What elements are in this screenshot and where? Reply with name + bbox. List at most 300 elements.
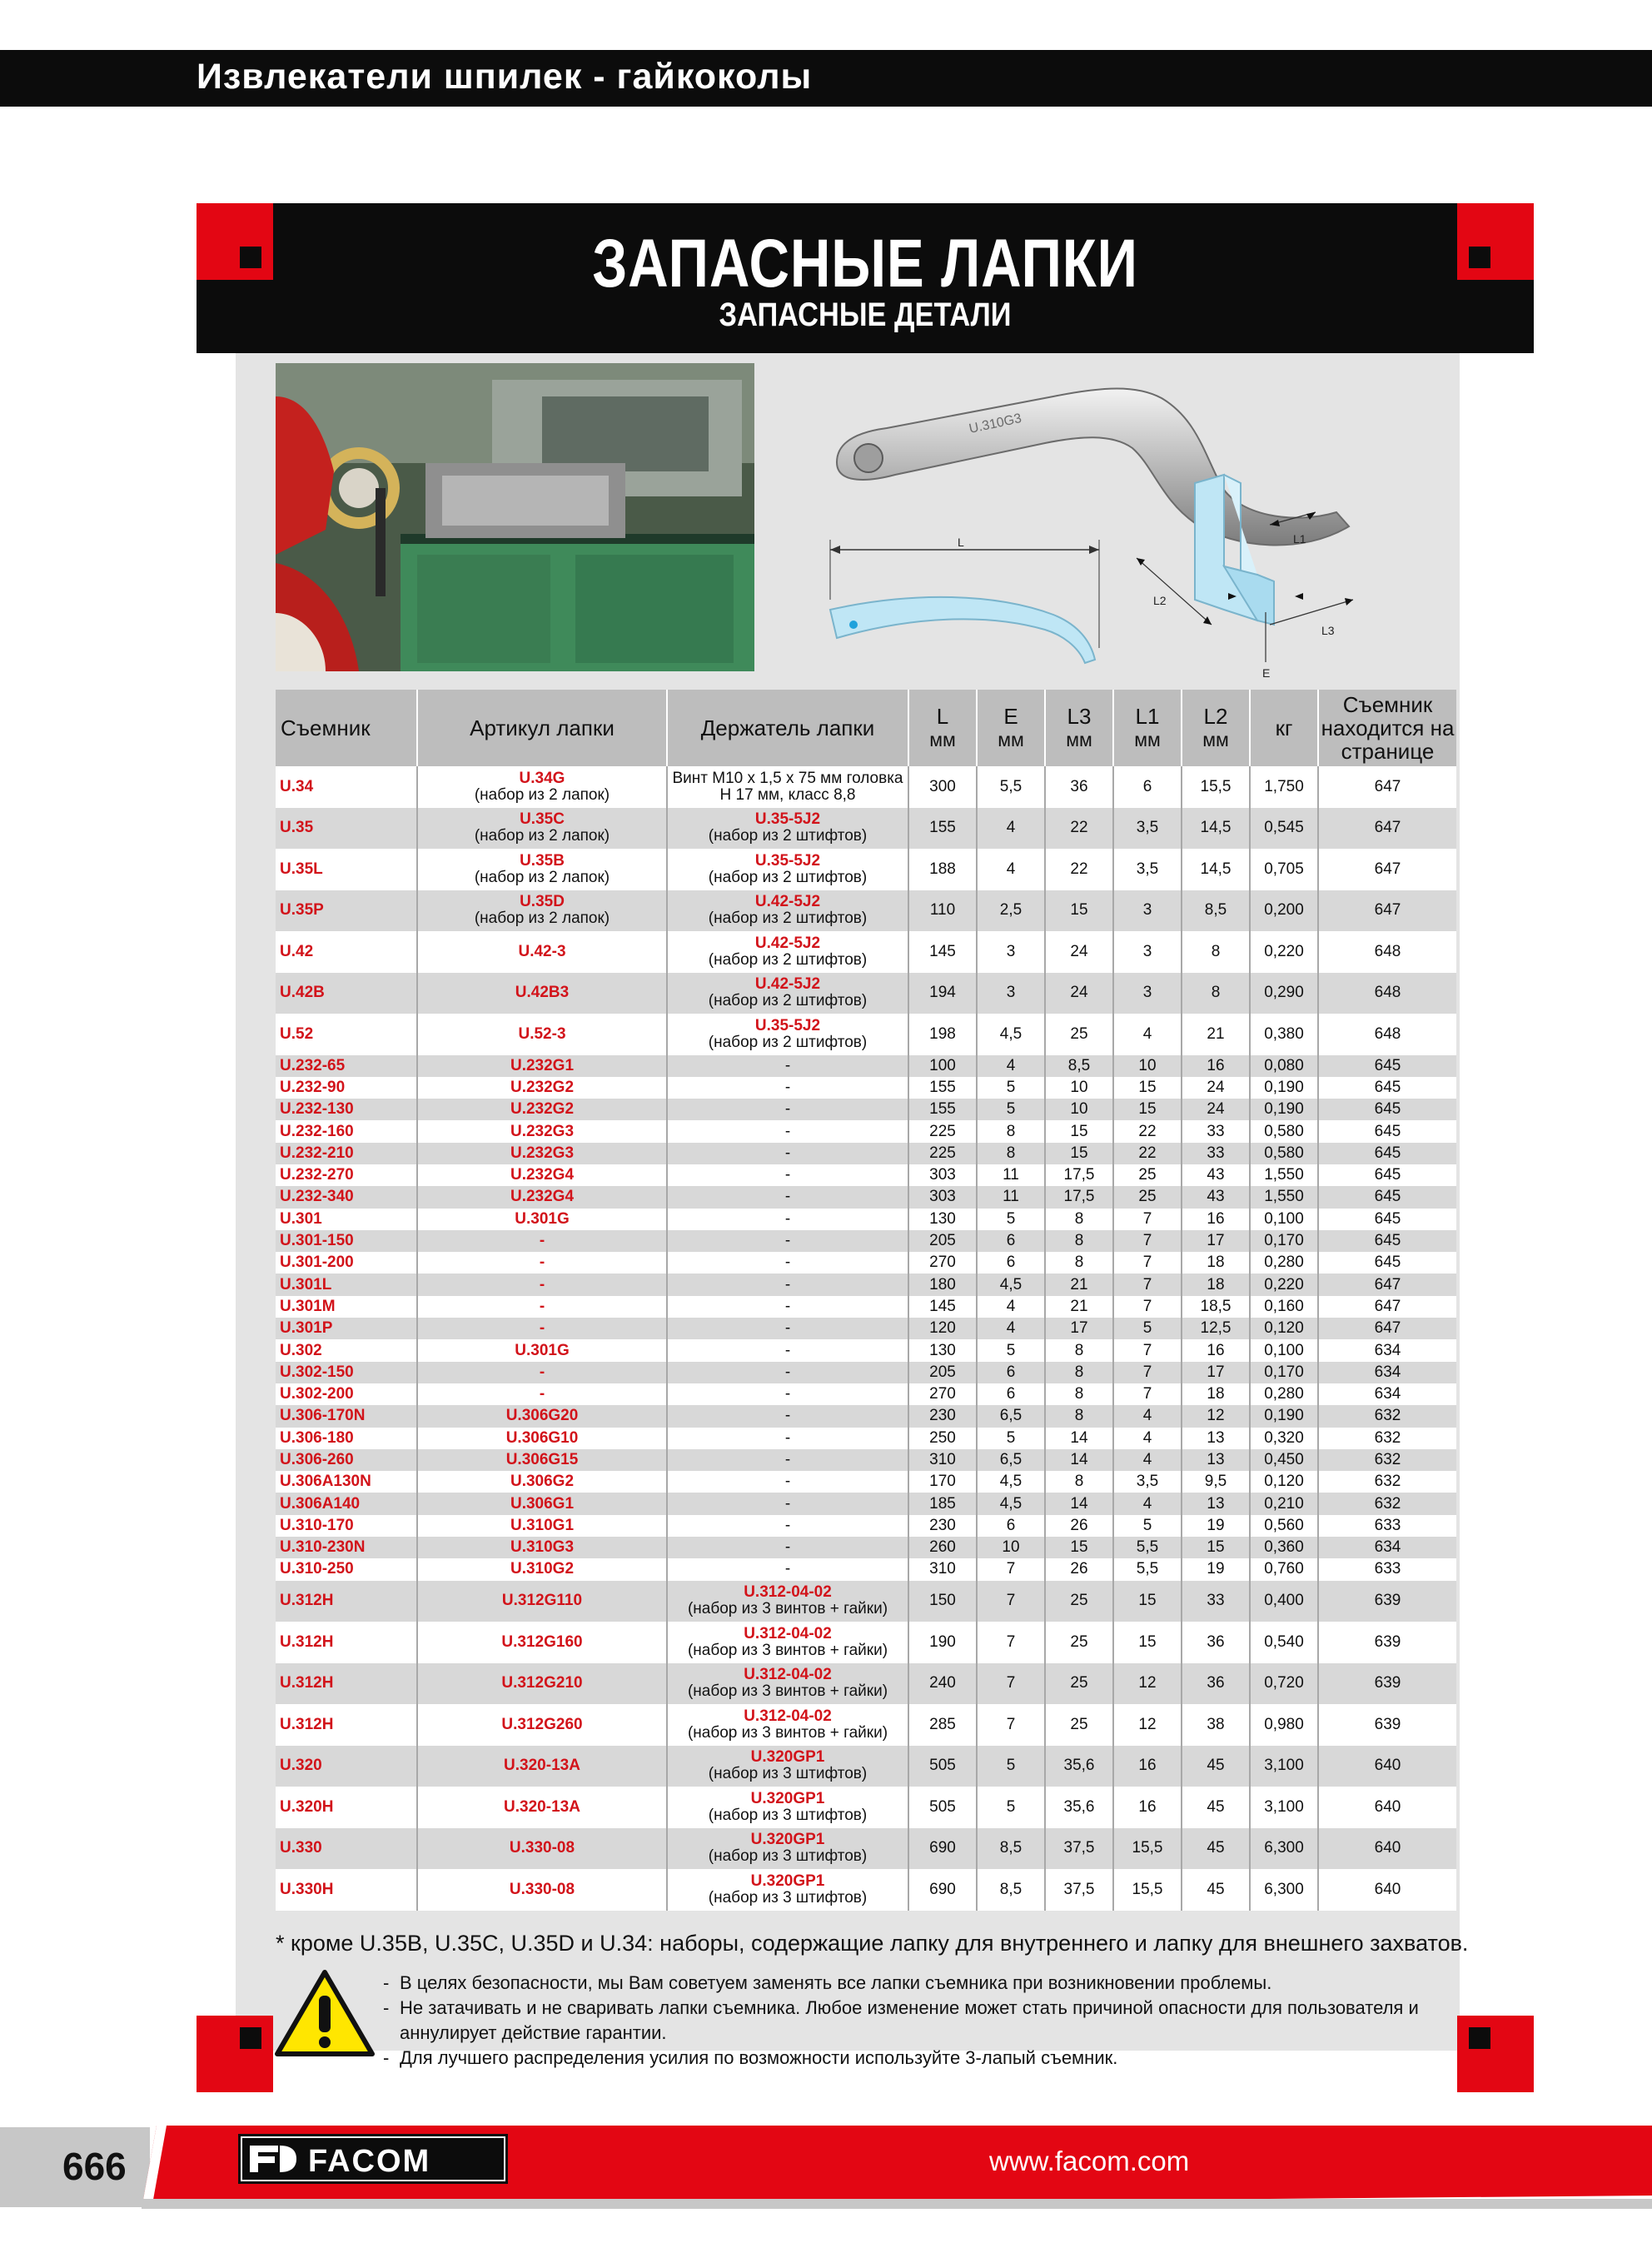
cell-e: 11	[977, 1186, 1045, 1208]
cell-l2: 12,5	[1182, 1318, 1250, 1339]
corner-decoration-bottom-left	[197, 2016, 273, 2092]
cell-kg: 0,170	[1250, 1230, 1318, 1252]
cell-puller: U.35P	[276, 890, 417, 932]
cell-page: 645	[1318, 1186, 1456, 1208]
cell-jaw-article: -	[417, 1252, 667, 1274]
cell-l: 145	[908, 1296, 977, 1318]
cell-holder: -	[667, 1209, 908, 1230]
cell-l1: 12	[1113, 1704, 1182, 1746]
cell-kg: 0,580	[1250, 1120, 1318, 1142]
cell-l3: 15	[1045, 1143, 1113, 1164]
table-row	[276, 1274, 1456, 1295]
cell-puller: U.310-230N	[276, 1537, 417, 1558]
table-row	[276, 1515, 1456, 1537]
table-row	[276, 1869, 1456, 1911]
cell-l1: 22	[1113, 1143, 1182, 1164]
cell-l2: 36	[1182, 1663, 1250, 1705]
cell-l1: 15	[1113, 1581, 1182, 1622]
cell-l: 155	[908, 1077, 977, 1099]
cell-puller: U.306A130N	[276, 1471, 417, 1493]
table-row	[276, 931, 1456, 973]
title-banner	[197, 203, 1534, 353]
section-title: Извлекатели шпилек - гайкоколы	[197, 57, 813, 97]
cell-puller: U.310-250	[276, 1558, 417, 1580]
cell-holder: U.320GP1 (набор из 3 штифтов)	[667, 1787, 908, 1828]
cell-page: 645	[1318, 1230, 1456, 1252]
cell-l: 130	[908, 1209, 977, 1230]
corner-decoration-top-left	[197, 203, 273, 280]
cell-holder: -	[667, 1537, 908, 1558]
cell-page: 645	[1318, 1099, 1456, 1120]
cell-kg: 0,190	[1250, 1099, 1318, 1120]
cell-jaw-article: U.232G1	[417, 1055, 667, 1077]
cell-l: 300	[908, 766, 977, 808]
cell-l1: 3	[1113, 890, 1182, 932]
cell-kg: 0,120	[1250, 1471, 1318, 1493]
cell-page: 640	[1318, 1828, 1456, 1870]
cell-jaw-article: U.232G2	[417, 1077, 667, 1099]
cell-l1: 4	[1113, 1405, 1182, 1427]
dimension-label-L3: L3	[1321, 624, 1335, 637]
table-row	[276, 973, 1456, 1014]
cell-e: 4,5	[977, 1471, 1045, 1493]
cell-puller: U.320H	[276, 1787, 417, 1828]
cell-l3: 10	[1045, 1099, 1113, 1120]
cell-l1: 25	[1113, 1164, 1182, 1186]
cell-jaw-article: -	[417, 1318, 667, 1339]
cell-l: 225	[908, 1143, 977, 1164]
cell-kg: 0,760	[1250, 1558, 1318, 1580]
cell-holder: U.42-5J2 (набор из 2 штифтов)	[667, 890, 908, 932]
cell-page: 632	[1318, 1405, 1456, 1427]
cell-l3: 8	[1045, 1230, 1113, 1252]
cell-holder: -	[667, 1515, 908, 1537]
cell-puller: U.232-340	[276, 1186, 417, 1208]
cell-l3: 8	[1045, 1405, 1113, 1427]
cell-page: 632	[1318, 1428, 1456, 1449]
cell-l1: 6	[1113, 766, 1182, 808]
cell-l1: 4	[1113, 1014, 1182, 1055]
jaw-technical-drawing	[804, 350, 1436, 683]
table-row	[276, 1362, 1456, 1383]
cell-holder: -	[667, 1383, 908, 1405]
cell-kg: 0,720	[1250, 1663, 1318, 1705]
cell-kg: 0,100	[1250, 1209, 1318, 1230]
cell-l3: 35,6	[1045, 1746, 1113, 1787]
cell-l: 505	[908, 1746, 977, 1787]
cell-l2: 24	[1182, 1077, 1250, 1099]
page-number: 666	[62, 2145, 127, 2188]
cell-holder: U.312-04-02 (набор из 3 винтов + гайки)	[667, 1622, 908, 1663]
table-row	[276, 766, 1456, 808]
cell-l3: 8	[1045, 1252, 1113, 1274]
cell-l2: 15,5	[1182, 766, 1250, 808]
cell-puller: U.320	[276, 1746, 417, 1787]
cell-l2: 24	[1182, 1099, 1250, 1120]
cell-jaw-article: U.330-08	[417, 1828, 667, 1870]
dimension-label-L2: L2	[1153, 594, 1167, 607]
cell-l3: 10	[1045, 1077, 1113, 1099]
cell-l: 230	[908, 1515, 977, 1537]
footnote: * кроме U.35B, U.35C, U.35D и U.34: наборы, содержащие лапку для внутреннего и лапку для внешнего захватов.	[276, 1931, 1469, 1956]
cell-holder: -	[667, 1164, 908, 1186]
cell-page: 639	[1318, 1622, 1456, 1663]
cell-l3: 25	[1045, 1581, 1113, 1622]
cell-l3: 8,5	[1045, 1055, 1113, 1077]
cell-page: 632	[1318, 1471, 1456, 1493]
header-jaw-article: Артикул лапки	[417, 690, 667, 766]
cell-l2: 17	[1182, 1362, 1250, 1383]
cell-e: 6	[977, 1230, 1045, 1252]
cell-holder: U.320GP1 (набор из 3 штифтов)	[667, 1869, 908, 1911]
cell-l3: 15	[1045, 1537, 1113, 1558]
cell-kg: 0,080	[1250, 1055, 1318, 1077]
cell-page: 647	[1318, 849, 1456, 890]
table-row	[276, 1014, 1456, 1055]
cell-page: 647	[1318, 766, 1456, 808]
cell-jaw-article: U.232G4	[417, 1164, 667, 1186]
cell-l3: 25	[1045, 1622, 1113, 1663]
cell-e: 5	[977, 1746, 1045, 1787]
cell-e: 6	[977, 1252, 1045, 1274]
cell-kg: 1,750	[1250, 766, 1318, 808]
cell-l1: 5,5	[1113, 1537, 1182, 1558]
cell-puller: U.306-180	[276, 1428, 417, 1449]
cell-l: 188	[908, 849, 977, 890]
cell-e: 4,5	[977, 1014, 1045, 1055]
facom-logo	[238, 2134, 508, 2184]
cell-l3: 36	[1045, 766, 1113, 808]
cell-l1: 4	[1113, 1449, 1182, 1471]
cell-holder: -	[667, 1252, 908, 1274]
cell-l1: 22	[1113, 1120, 1182, 1142]
cell-kg: 0,190	[1250, 1405, 1318, 1427]
cell-holder: U.312-04-02 (набор из 3 винтов + гайки)	[667, 1663, 908, 1705]
table-body	[276, 766, 1456, 1911]
cell-holder: -	[667, 1339, 908, 1361]
cell-e: 8	[977, 1120, 1045, 1142]
cell-l3: 8	[1045, 1339, 1113, 1361]
cell-page: 640	[1318, 1869, 1456, 1911]
cell-e: 11	[977, 1164, 1045, 1186]
cell-page: 639	[1318, 1581, 1456, 1622]
cell-kg: 0,200	[1250, 890, 1318, 932]
table-row	[276, 1493, 1456, 1514]
cell-page: 647	[1318, 1318, 1456, 1339]
cell-l1: 3	[1113, 973, 1182, 1014]
cell-e: 8,5	[977, 1828, 1045, 1870]
cell-l1: 3,5	[1113, 849, 1182, 890]
page-subtitle: ЗАПАСНЫЕ ДЕТАЛИ	[719, 297, 1012, 333]
cell-l3: 17,5	[1045, 1186, 1113, 1208]
table-row	[276, 1099, 1456, 1120]
corner-decoration-bottom-right	[1457, 2016, 1534, 2092]
table-row	[276, 1828, 1456, 1870]
table-row	[276, 1120, 1456, 1142]
cell-kg: 0,120	[1250, 1318, 1318, 1339]
cell-l2: 18	[1182, 1274, 1250, 1295]
cell-puller: U.301P	[276, 1318, 417, 1339]
cell-kg: 0,320	[1250, 1428, 1318, 1449]
cell-kg: 0,400	[1250, 1581, 1318, 1622]
cell-l: 505	[908, 1787, 977, 1828]
cell-e: 5	[977, 1339, 1045, 1361]
cell-l: 285	[908, 1704, 977, 1746]
cell-l1: 3,5	[1113, 808, 1182, 850]
dimension-label-L: L	[958, 536, 964, 549]
cell-e: 5	[977, 1209, 1045, 1230]
cell-l3: 26	[1045, 1515, 1113, 1537]
table-row	[276, 1663, 1456, 1705]
cell-kg: 0,170	[1250, 1362, 1318, 1383]
cell-l: 230	[908, 1405, 977, 1427]
cell-jaw-article: U.42-3	[417, 931, 667, 973]
cell-l3: 26	[1045, 1558, 1113, 1580]
cell-jaw-article: U.306G20	[417, 1405, 667, 1427]
cell-puller: U.330	[276, 1828, 417, 1870]
cell-kg: 0,160	[1250, 1296, 1318, 1318]
cell-kg: 3,100	[1250, 1787, 1318, 1828]
cell-l2: 14,5	[1182, 808, 1250, 850]
cell-jaw-article: U.312G260	[417, 1704, 667, 1746]
cell-holder: -	[667, 1558, 908, 1580]
cell-l3: 8	[1045, 1383, 1113, 1405]
cell-e: 4,5	[977, 1274, 1045, 1295]
cell-l2: 45	[1182, 1869, 1250, 1911]
section-header-bar	[0, 50, 1652, 107]
table-row	[276, 1230, 1456, 1252]
cell-jaw-article: U.35D (набор из 2 лапок)	[417, 890, 667, 932]
cell-jaw-article: U.312G110	[417, 1581, 667, 1622]
cell-holder: -	[667, 1274, 908, 1295]
table-row	[276, 1471, 1456, 1493]
cell-kg: 0,210	[1250, 1493, 1318, 1514]
cell-page: 647	[1318, 890, 1456, 932]
cell-l: 225	[908, 1120, 977, 1142]
cell-jaw-article: -	[417, 1230, 667, 1252]
cell-l2: 18	[1182, 1252, 1250, 1274]
table-row	[276, 1252, 1456, 1274]
cell-l2: 33	[1182, 1581, 1250, 1622]
cell-kg: 0,100	[1250, 1339, 1318, 1361]
cell-jaw-article: -	[417, 1362, 667, 1383]
cell-puller: U.232-270	[276, 1164, 417, 1186]
cell-l2: 8	[1182, 931, 1250, 973]
cell-page: 634	[1318, 1339, 1456, 1361]
cell-l2: 45	[1182, 1746, 1250, 1787]
cell-holder: -	[667, 1428, 908, 1449]
table-row	[276, 1209, 1456, 1230]
cell-l1: 3	[1113, 931, 1182, 973]
cell-e: 4	[977, 1318, 1045, 1339]
cell-kg: 0,560	[1250, 1515, 1318, 1537]
page-title: ЗАПАСНЫЕ ЛАПКИ	[592, 226, 1138, 302]
cell-puller: U.306A140	[276, 1493, 417, 1514]
cell-l2: 45	[1182, 1787, 1250, 1828]
cell-puller: U.232-130	[276, 1099, 417, 1120]
warning-item: - Для лучшего распределения усилия по возможности используйте 3-лапый съемник.	[383, 2046, 1432, 2071]
cell-holder: -	[667, 1471, 908, 1493]
cell-kg: 0,540	[1250, 1622, 1318, 1663]
cell-l3: 17,5	[1045, 1164, 1113, 1186]
header-L2: L2 мм	[1182, 690, 1250, 766]
cell-holder: -	[667, 1077, 908, 1099]
cell-puller: U.52	[276, 1014, 417, 1055]
cell-holder: U.320GP1 (набор из 3 штифтов)	[667, 1828, 908, 1870]
cell-l: 190	[908, 1622, 977, 1663]
cell-e: 6,5	[977, 1449, 1045, 1471]
cell-jaw-article: -	[417, 1296, 667, 1318]
cell-l: 170	[908, 1471, 977, 1493]
cell-l1: 15,5	[1113, 1869, 1182, 1911]
workshop-photo	[276, 363, 754, 671]
cell-l3: 25	[1045, 1704, 1113, 1746]
cell-l1: 15,5	[1113, 1828, 1182, 1870]
table-row	[276, 1318, 1456, 1339]
cell-page: 645	[1318, 1077, 1456, 1099]
cell-holder: U.35-5J2 (набор из 2 штифтов)	[667, 849, 908, 890]
cell-l1: 15	[1113, 1099, 1182, 1120]
cell-puller: U.232-65	[276, 1055, 417, 1077]
cell-puller: U.35L	[276, 849, 417, 890]
cell-jaw-article: U.52-3	[417, 1014, 667, 1055]
cell-l3: 8	[1045, 1362, 1113, 1383]
cell-holder: U.35-5J2 (набор из 2 штифтов)	[667, 1014, 908, 1055]
table-row	[276, 1622, 1456, 1663]
website-link[interactable]: www.facom.com	[989, 2146, 1190, 2176]
cell-jaw-article: U.232G3	[417, 1143, 667, 1164]
cell-l2: 21	[1182, 1014, 1250, 1055]
cell-holder: U.42-5J2 (набор из 2 штифтов)	[667, 973, 908, 1014]
cell-l3: 15	[1045, 1120, 1113, 1142]
cell-l: 260	[908, 1537, 977, 1558]
cell-holder: -	[667, 1296, 908, 1318]
cell-l2: 13	[1182, 1493, 1250, 1514]
cell-puller: U.312H	[276, 1581, 417, 1622]
cell-l2: 19	[1182, 1515, 1250, 1537]
cell-l3: 8	[1045, 1209, 1113, 1230]
cell-puller: U.310-170	[276, 1515, 417, 1537]
table-header-row	[276, 690, 1456, 766]
cell-puller: U.306-260	[276, 1449, 417, 1471]
warning-item: - Не затачивать и не сваривать лапки съемника. Любое изменение может стать причиной опасности для пользователя и аннулирует действие гарантии.	[383, 1996, 1432, 2046]
cell-puller: U.330H	[276, 1869, 417, 1911]
cell-jaw-article: U.306G10	[417, 1428, 667, 1449]
warning-triangle-icon	[272, 1967, 377, 2059]
cell-l1: 7	[1113, 1362, 1182, 1383]
cell-puller: U.312H	[276, 1663, 417, 1705]
cell-e: 10	[977, 1537, 1045, 1558]
cell-l1: 25	[1113, 1186, 1182, 1208]
cell-puller: U.34	[276, 766, 417, 808]
cell-l3: 21	[1045, 1296, 1113, 1318]
cell-page: 648	[1318, 931, 1456, 973]
cell-e: 4	[977, 849, 1045, 890]
cell-jaw-article: U.320-13A	[417, 1787, 667, 1828]
cell-l3: 22	[1045, 808, 1113, 850]
cell-page: 639	[1318, 1663, 1456, 1705]
table-row	[276, 1428, 1456, 1449]
cell-puller: U.232-90	[276, 1077, 417, 1099]
cell-l1: 3,5	[1113, 1471, 1182, 1493]
cell-kg: 0,545	[1250, 808, 1318, 850]
cell-jaw-article: U.312G210	[417, 1663, 667, 1705]
cell-l: 185	[908, 1493, 977, 1514]
cell-e: 6	[977, 1362, 1045, 1383]
table-row	[276, 1186, 1456, 1208]
cell-l2: 36	[1182, 1622, 1250, 1663]
cell-page: 634	[1318, 1362, 1456, 1383]
cell-l2: 13	[1182, 1428, 1250, 1449]
cell-holder: -	[667, 1143, 908, 1164]
cell-l2: 16	[1182, 1339, 1250, 1361]
cell-l2: 43	[1182, 1164, 1250, 1186]
cell-puller: U.232-160	[276, 1120, 417, 1142]
cell-kg: 6,300	[1250, 1869, 1318, 1911]
cell-holder: U.35-5J2 (набор из 2 штифтов)	[667, 808, 908, 850]
cell-l3: 8	[1045, 1471, 1113, 1493]
cell-l2: 15	[1182, 1537, 1250, 1558]
cell-l1: 5	[1113, 1515, 1182, 1537]
cell-e: 6	[977, 1515, 1045, 1537]
cell-page: 633	[1318, 1515, 1456, 1537]
cell-page: 634	[1318, 1537, 1456, 1558]
table-row	[276, 890, 1456, 932]
cell-kg: 0,220	[1250, 1274, 1318, 1295]
cell-l: 270	[908, 1383, 977, 1405]
cell-l2: 8	[1182, 973, 1250, 1014]
cell-l1: 7	[1113, 1339, 1182, 1361]
cell-holder: -	[667, 1099, 908, 1120]
table-row	[276, 1787, 1456, 1828]
cell-jaw-article: U.310G2	[417, 1558, 667, 1580]
cell-l: 145	[908, 931, 977, 973]
cell-l1: 15	[1113, 1077, 1182, 1099]
header-E: E мм	[977, 690, 1045, 766]
cell-jaw-article: U.301G	[417, 1209, 667, 1230]
cell-kg: 0,190	[1250, 1077, 1318, 1099]
cell-kg: 0,450	[1250, 1449, 1318, 1471]
cell-jaw-article: U.232G4	[417, 1186, 667, 1208]
cell-jaw-article: U.312G160	[417, 1622, 667, 1663]
cell-l2: 9,5	[1182, 1471, 1250, 1493]
cell-l2: 14,5	[1182, 849, 1250, 890]
cell-l3: 14	[1045, 1493, 1113, 1514]
header-L1: L1 мм	[1113, 690, 1182, 766]
cell-l2: 43	[1182, 1186, 1250, 1208]
cell-e: 5	[977, 1787, 1045, 1828]
cell-page: 645	[1318, 1143, 1456, 1164]
cell-l: 250	[908, 1428, 977, 1449]
cell-jaw-article: U.35C (набор из 2 лапок)	[417, 808, 667, 850]
cell-l1: 4	[1113, 1428, 1182, 1449]
cell-l: 130	[908, 1339, 977, 1361]
cell-page: 648	[1318, 973, 1456, 1014]
table-row	[276, 1558, 1456, 1580]
cell-kg: 0,220	[1250, 931, 1318, 973]
table-row	[276, 1537, 1456, 1558]
cell-kg: 0,280	[1250, 1252, 1318, 1274]
cell-l: 155	[908, 808, 977, 850]
cell-puller: U.302	[276, 1339, 417, 1361]
cell-holder: -	[667, 1055, 908, 1077]
cell-l3: 24	[1045, 931, 1113, 973]
cell-holder: U.312-04-02 (набор из 3 винтов + гайки)	[667, 1581, 908, 1622]
cell-kg: 0,380	[1250, 1014, 1318, 1055]
cell-kg: 0,980	[1250, 1704, 1318, 1746]
cell-l: 303	[908, 1186, 977, 1208]
cell-holder: -	[667, 1186, 908, 1208]
